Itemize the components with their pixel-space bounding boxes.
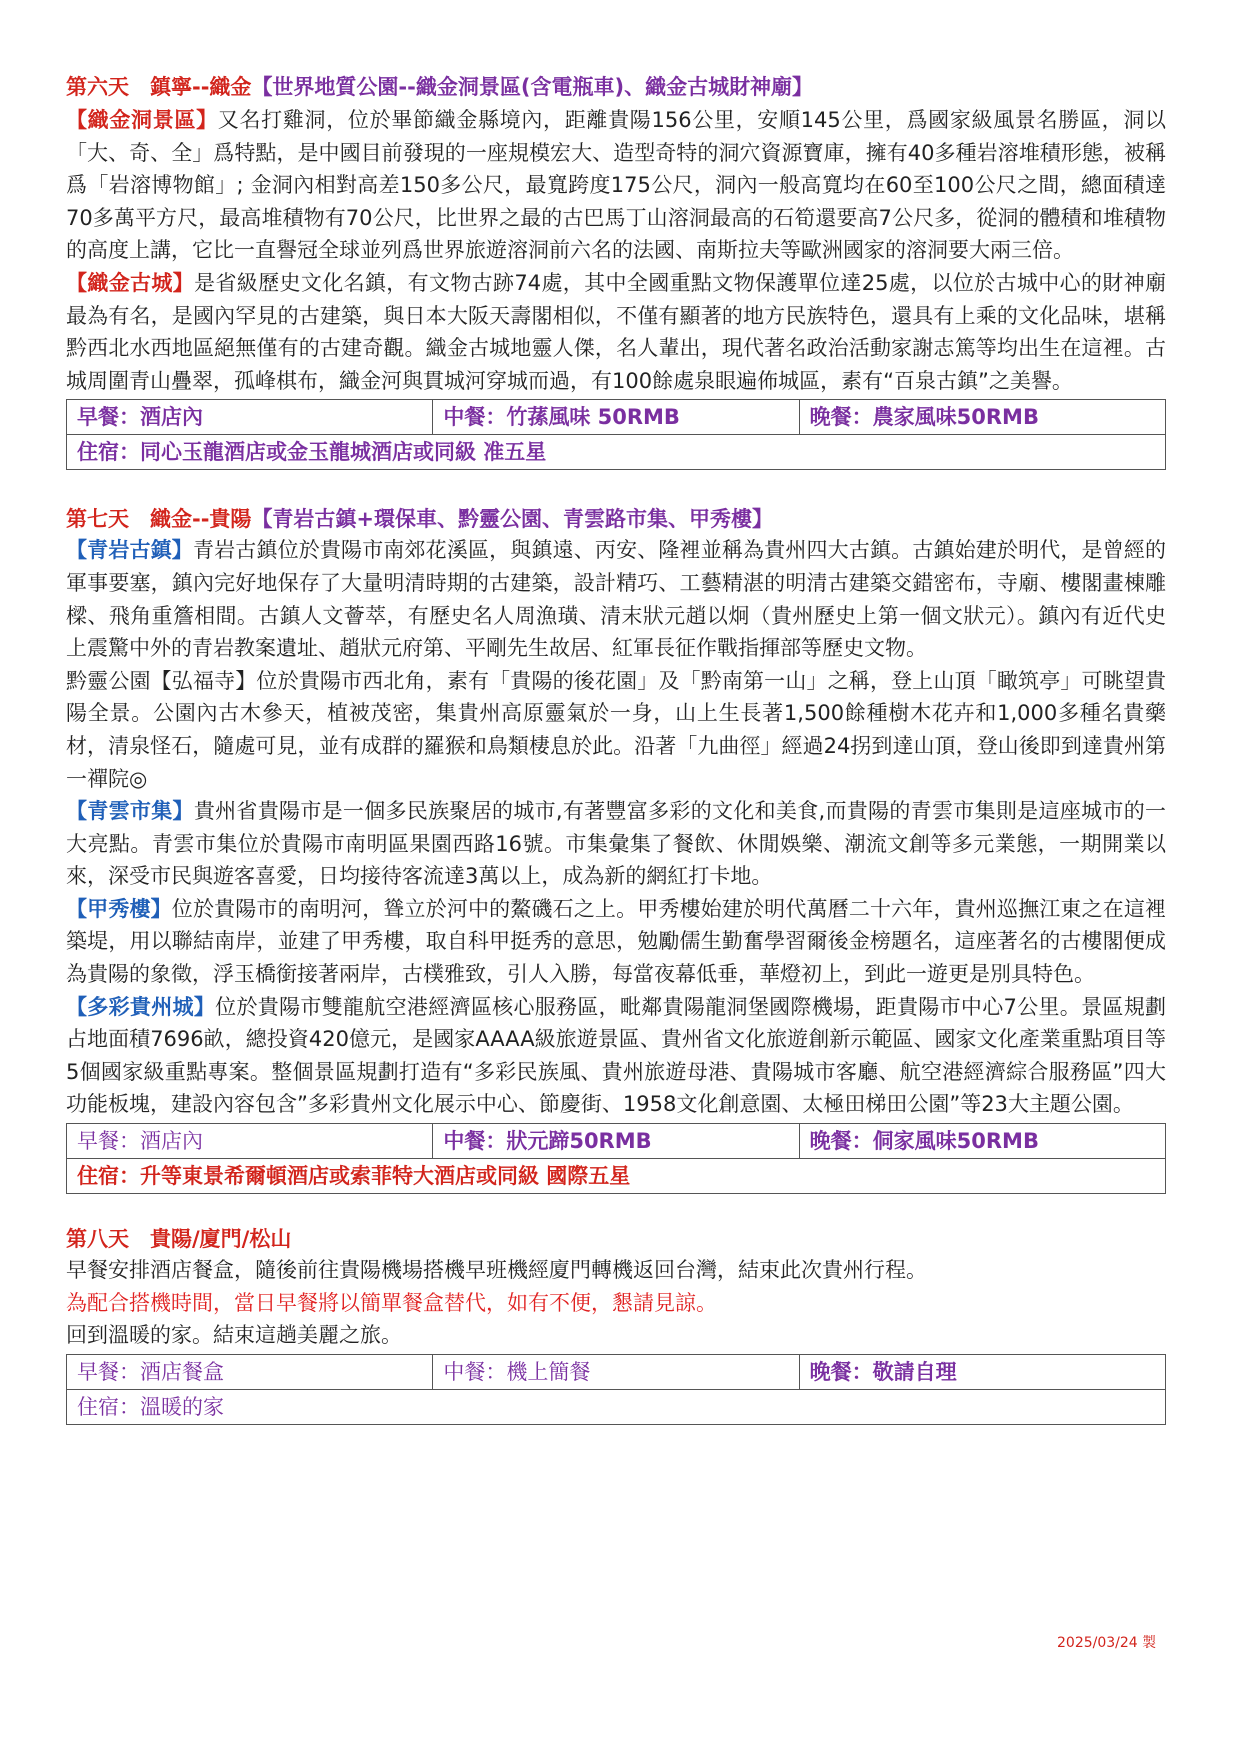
day7-paragraph-duocai	[66, 991, 1166, 1121]
day7-section	[66, 504, 1166, 1194]
day7-paragraph-qingyan	[66, 534, 1166, 664]
day6-text-zhijin-town: 是省級歷史文化名鎮，有文物古跡74處，其中全國重點文物保護單位達25處，以位於古城中心的財神廟最為有名，是國內罕見的古建築，與日本大阪天壽閣相似，不僅有顯著的地方民族特色，還具有上乘的文化品味，堪稱黔西北水西地區絕無僅有的古建奇觀。織金古城地靈人傑，名人輩出，現代著名政治活動家謝志篤等均出生在這裡。古城周圍青山疊翠，孤峰棋布，織金河與貫城河穿城而過，有100餘處泉眼遍佈城區，素有“百泉古鎮”之美譽。	[66, 270, 1166, 393]
day8-meal-table	[66, 1354, 1166, 1425]
day7-breakfast: 早餐：酒店內	[67, 1124, 433, 1159]
day6-breakfast: 早餐：酒店內	[67, 400, 433, 435]
day8-hotel: 住宿：溫暖的家	[67, 1389, 1166, 1424]
day8-title: 第八天 貴陽/廈門/松山	[66, 1227, 292, 1252]
day7-text-qianling: 黔靈公園【弘福寺】位於貴陽市西北角，素有「貴陽的後花園」及「黔南第一山」之稱，登上山頂「瞰筑亭」可眺望貴陽全景。公園內古木參天，植被茂密，集貴州高原靈氣於一身，山上生長著1,500餘種樹木花卉和1,000多種名貴藥材，清泉怪石，隨處可見，並有成群的羅猴和鳥類棲息於此。沿著「九曲徑」經過24拐到達山頂，登山後即到達貴州第一禪院◎	[66, 668, 1166, 791]
day7-paragraph-qingyun	[66, 795, 1166, 893]
day6-title-route: 第六天 鎮寧--織金	[66, 75, 252, 99]
day7-title-sites: 【青岩古鎮+環保車、黔靈公園、青雲路市集、甲秀樓】	[251, 507, 774, 532]
itinerary-page	[66, 72, 1166, 1425]
day7-text-qingyan: 青岩古鎮位於貴陽市南郊花溪區，與鎮遠、丙安、隆裡並稱為貴州四大古鎮。古鎮始建於明代，是曾經的軍事要塞，鎮內完好地保存了大量明清時期的古建築，設計精巧、工藝精湛的明清古建築交錯密布，寺廟、樓閣畫棟雕樑、飛角重簷相間。古鎮人文薈萃，有歷史名人周漁璜、清末狀元趙以炯（貴州歷史上第一個文狀元）。鎮內有近代史上震驚中外的青岩教案遺址、趙狀元府第、平剛先生故居、紅軍長征作戰指揮部等歷史文物。	[66, 538, 1167, 661]
day7-label-duocai: 【多彩貴州城】	[66, 994, 216, 1019]
day8-lunch: 中餐：機上簡餐	[433, 1354, 799, 1389]
day6-text-zhijin-cave: 又名打雞洞，位於畢節織金縣境內，距離貴陽156公里，安順145公里，爲國家級風景名勝區，洞以「大、奇、全」爲特點，是中國目前發現的一座規模宏大、造型奇特的洞穴資源寶庫，擁有40多種岩溶堆積形態，被稱爲「岩溶博物館」; 金洞內相對高差150多公尺，最寬跨度175公尺，洞內一般高寬均在60至100公尺之間，總面積達70多萬平方尺，最高堆積物有70公尺，比世界之最的古巴馬丁山溶洞最高的石筍還要高7公尺多，從洞的體積和堆積物的高度上講，它比一直譽冠全球並列爲世界旅遊溶洞前六名的法國、南斯拉夫等歐洲國家的溶洞要大兩三倍。	[66, 108, 1166, 263]
day7-meal-table	[66, 1123, 1166, 1194]
day8-paragraph-notice: 為配合搭機時間，當日早餐將以簡單餐盒替代，如有不便，懇請見諒。	[66, 1290, 717, 1315]
day6-title-sites: 【世界地質公園--織金洞景區(含電瓶車)、織金古城財神廟】	[251, 75, 814, 99]
day8-breakfast: 早餐：酒店餐盒	[67, 1354, 433, 1389]
day7-label-qingyan: 【青岩古鎮】	[66, 538, 193, 563]
day7-lunch: 中餐：狀元蹄50RMB	[433, 1124, 799, 1159]
day6-title	[66, 72, 1166, 102]
day8-section	[66, 1224, 1166, 1425]
day7-text-qingyun: 貴州省貴陽市是一個多民族聚居的城市,有著豐富多彩的文化和美食,而貴陽的青雲市集則是這座城市的一大亮點。青雲市集位於貴陽市南明區果園西路16號。市集彙集了餐飲、休閒娛樂、潮流文創等多元業態，一期開業以來，深受市民與遊客喜愛，日均接待客流達3萬以上，成為新的網紅打卡地。	[66, 799, 1166, 889]
day6-lunch: 中餐：竹蓀風味 50RMB	[433, 400, 799, 435]
day6-paragraph-zhijin-town	[66, 267, 1166, 397]
day7-text-jiaxiu: 位於貴陽市的南明河，聳立於河中的鰲磯石之上。甲秀樓始建於明代萬曆二十六年，貴州巡撫江東之在這裡築堤，用以聯結南岸，並建了甲秀樓，取自科甲挺秀的意思，勉勵儒生勤奮學習爾後金榜題名，這座著名的古樓閣便成為貴陽的象徵，浮玉橋銜接著兩岸，古樸雅致，引人入勝，每當夜幕低垂，華燈初上，到此一遊更是別具特色。	[66, 896, 1167, 987]
day7-label-jiaxiu: 【甲秀樓】	[66, 896, 172, 921]
day6-hotel: 住宿：同心玉龍酒店或金玉龍城酒店或同級 准五星	[67, 435, 1166, 470]
day8-paragraph-departure: 早餐安排酒店餐盒，隨後前往貴陽機場搭機早班機經廈門轉機返回台灣，結束此次貴州行程。	[66, 1258, 927, 1283]
day7-paragraph-qianling	[66, 665, 1166, 795]
day7-hotel: 住宿：升等東景希爾頓酒店或索菲特大酒店或同級 國際五星	[67, 1159, 1166, 1194]
day7-dinner: 晚餐：侗家風味50RMB	[799, 1124, 1165, 1159]
day6-section	[66, 72, 1166, 470]
day6-label-zhijin-town: 【織金古城】	[66, 270, 195, 295]
day7-text-duocai: 位於貴陽市雙龍航空港經濟區核心服務區，毗鄰貴陽龍洞堡國際機場，距貴陽市中心7公里。景區規劃占地面積7696畝，總投資420億元，是國家AAAA級旅遊景區、貴州省文化旅遊創新示範區、國家文化產業重點項目等5個國家級重點專案。整個景區規劃打造有“多彩民族風、貴州旅遊母港、貴陽城市客廳、航空港經濟綜合服務區”四大功能板塊，建設內容包含”多彩貴州文化展示中心、節慶街、1958文化創意園、太極田梯田公園”等23大主題公園。	[66, 994, 1167, 1117]
day6-meal-table	[66, 399, 1166, 470]
day7-title	[66, 504, 1166, 534]
day6-dinner: 晚餐：農家風味50RMB	[799, 400, 1165, 435]
day8-paragraph-home: 回到溫暖的家。結束這趟美麗之旅。	[66, 1323, 402, 1348]
day7-paragraph-jiaxiu	[66, 893, 1166, 991]
day6-label-zhijin-cave: 【織金洞景區】	[66, 108, 218, 132]
footer-date: 2025/03/24 製	[1057, 1635, 1157, 1651]
day7-title-route: 第七天 織金--貴陽	[66, 507, 252, 532]
day6-paragraph-zhijin-cave	[66, 104, 1166, 267]
day8-dinner: 晚餐：敬請自理	[799, 1354, 1165, 1389]
day7-label-qingyun: 【青雲市集】	[66, 799, 194, 824]
